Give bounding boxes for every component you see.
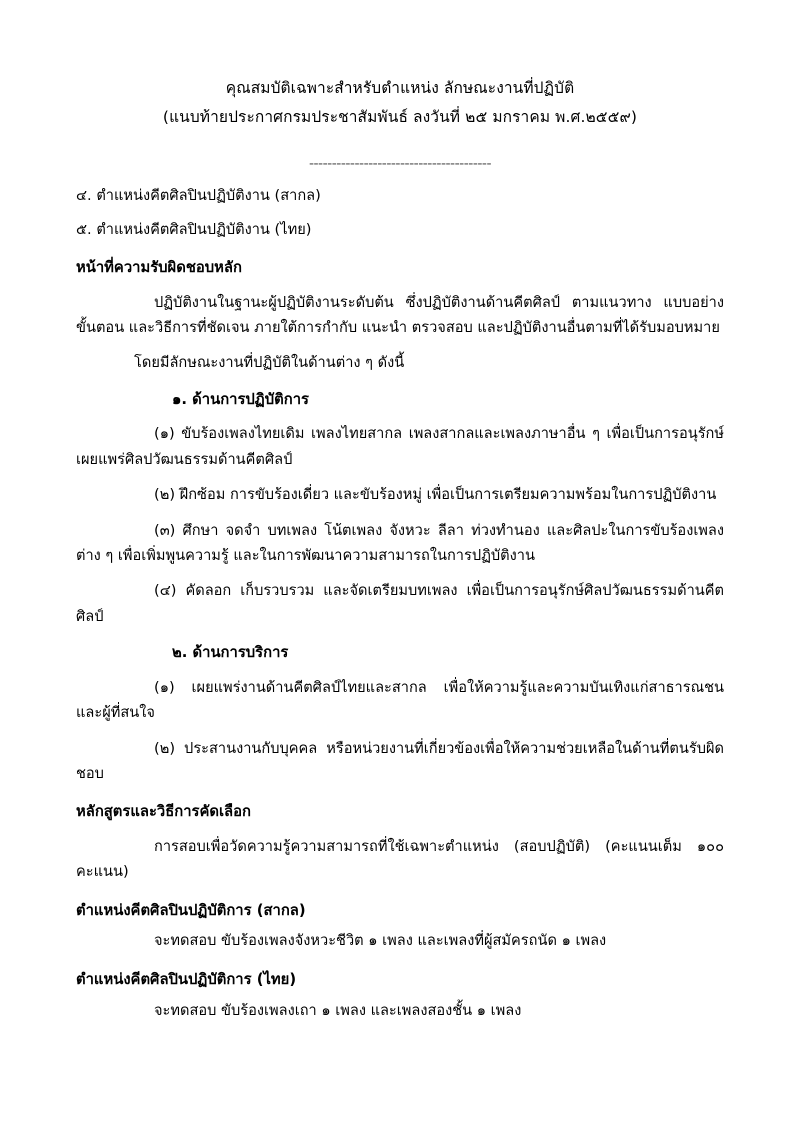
service-item-text: (๑) เผยแพร่งานด้านคีตศิลป์ไทยและสากล เพื่อให้ความรู้และความบันเทิงแก่สาธารณชน และผู้ที่สนใจ xyxy=(76,678,724,722)
position-detail-thai xyxy=(76,998,724,1023)
duties-paragraph-text: ปฏิบัติงานในฐานะผู้ปฏิบัติงานระดับต้น ซึ่งปฏิบัติงานด้านคีตศิลป์ ตามแนวทาง แบบอย่าง ขั้นตอน และวิธีการที่ชัดเจน ภายใต้การกำกับ แนะนำ ตรวจสอบ และปฏิบัติงานอื่นตามที่ได้รับมอบหมาย xyxy=(76,293,724,336)
position-detail-international-text: จะทดสอบ ขับร้องเพลงจังหวะชีวิต ๑ เพลง และเพลงที่ผู้สมัครถนัด ๑ เพลง xyxy=(154,932,607,950)
curriculum-paragraph-text: การสอบเพื่อวัดความรู้ความสามารถที่ใช้เฉพาะตำแหน่ง (สอบปฏิบัติ) (คะแนนเต็ม ๑๐๐ คะแนน) xyxy=(76,838,724,881)
position-detail-thai-text: จะทดสอบ ขับร้องเพลงเถา ๑ เพลง และเพลงสองชั้น ๑ เพลง xyxy=(154,1001,522,1019)
divider: ---------------------------------------- xyxy=(308,155,492,172)
practice-item xyxy=(76,578,724,629)
section-heading-duties: หน้าที่ความรับผิดชอบหลัก xyxy=(76,258,242,276)
service-item-text: (๒) ประสานงานกับบุคคล หรือหน่วยงานที่เกี่ยวข้องเพื่อให้ความช่วยเหลือในด้านที่ตนรับผิดชอบ xyxy=(76,739,724,782)
curriculum-paragraph xyxy=(76,834,724,885)
position-detail-international xyxy=(76,928,724,953)
document-title-block xyxy=(76,76,724,130)
position-heading-thai: ตำแหน่งคีตศิลปินปฏิบัติการ (ไทย) xyxy=(76,970,297,988)
practice-item xyxy=(76,421,724,472)
section-heading-practice: ๑. ด้านการปฏิบัติการ xyxy=(172,390,309,408)
list-item: ๕. ตำแหน่งคีตศิลปินปฏิบัติงาน (ไทย) xyxy=(76,221,312,239)
section-heading-service: ๒. ด้านการบริการ xyxy=(172,644,289,662)
duties-lead-in xyxy=(76,350,724,375)
list-item: ๔. ตำแหน่งคีตศิลปินปฏิบัติงาน (สากล) xyxy=(76,186,321,204)
practice-item-text: (๔) คัดลอก เก็บรวบรวม และจัดเตรียมบทเพลง เพื่อเป็นการอนุรักษ์ศิลปวัฒนธรรมด้านคีตศิลป์ xyxy=(76,582,724,625)
practice-item xyxy=(76,518,724,569)
page-title: คุณสมบัติเฉพาะสำหรับตำแหน่ง ลักษณะงานที่ปฏิบัติ xyxy=(225,79,575,97)
duties-lead-in-text: โดยมีลักษณะงานที่ปฏิบัติในด้านต่าง ๆ ดังนี้ xyxy=(134,354,405,372)
duties-paragraph xyxy=(76,290,724,341)
position-heading-international: ตำแหน่งคีตศิลปินปฏิบัติการ (สากล) xyxy=(76,901,306,919)
practice-item-text: (๑) ขับร้องเพลงไทยเดิม เพลงไทยสากล เพลงสากลและเพลงภาษาอื่น ๆ เพื่อเป็นการอนุรักษ์เผยแพร่ศิลปวัฒนธรรมด้านคีตศิลป์ xyxy=(76,425,724,468)
page-subtitle: (แนบท้ายประกาศกรมประชาสัมพันธ์ ลงวันที่ ๒๕ มกราคม พ.ศ.๒๕๕๙) xyxy=(162,107,638,126)
service-item xyxy=(76,675,724,726)
practice-item-text: (๓) ศึกษา จดจำ บทเพลง โน้ตเพลง จังหวะ ลีลา ท่วงทำนอง และศิลปะในการขับร้องเพลงต่าง ๆ เพื่อเพิ่มพูนความรู้ และในการพัฒนาความสามารถในการปฏิบัติงาน xyxy=(76,521,724,564)
section-heading-curriculum: หลักสูตรและวิธีการคัดเลือก xyxy=(76,803,251,821)
service-item xyxy=(76,736,724,787)
practice-item xyxy=(76,482,724,507)
practice-item-text: (๒) ฝึกซ้อม การขับร้องเดี่ยว และขับร้องหมู่ เพื่อเป็นการเตรียมความพร้อมในการปฏิบัติงาน xyxy=(154,486,717,504)
